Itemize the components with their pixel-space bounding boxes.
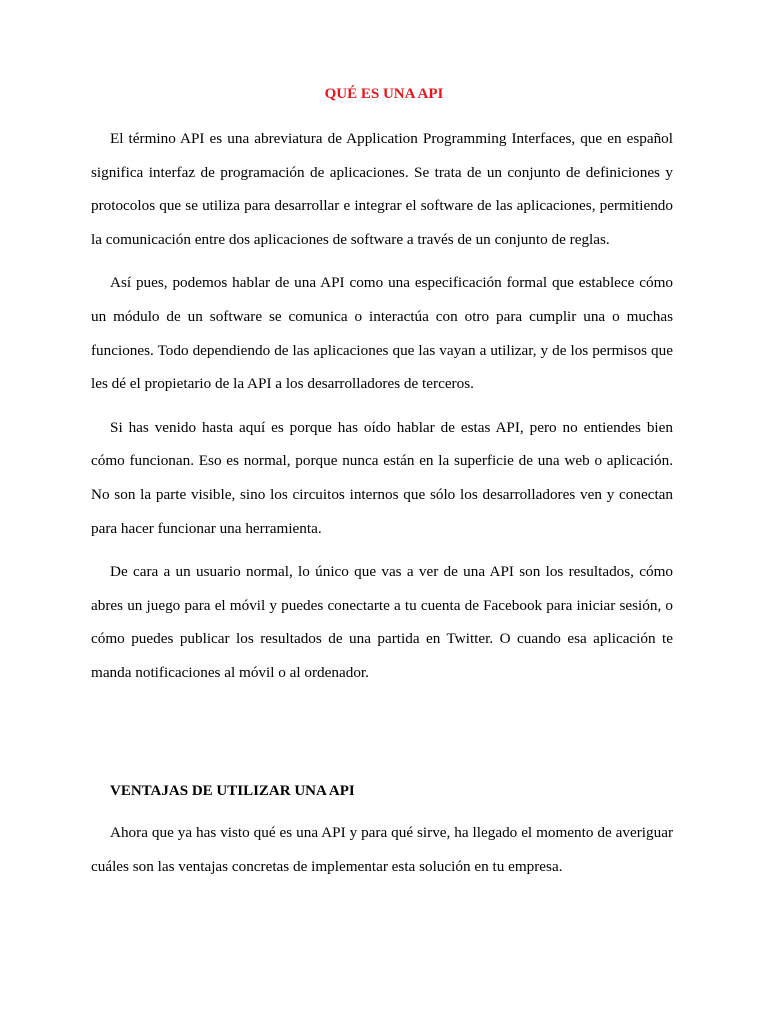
paragraph-text: Si has venido hasta aquí es porque has oído hablar de estas API, pero no entiendes bien cómo funcionan. Eso es normal, porque nunca están en la superficie de una web o aplicación. No son la parte visible, sino los circuitos internos que sólo los desarrolladores ven y conectan para hacer funcionar una herramienta.: [91, 418, 673, 537]
paragraph: [91, 122, 673, 256]
paragraph-text: Así pues, podemos hablar de una API como una especificación formal que establece cómo un módulo de un software se comunica o interactúa con otro para cumplir una o muchas funciones. Todo dependiendo de las aplicaciones que las vayan a utilizar, y de los permisos que les dé el propietario de la API a los desarrolladores de terceros.: [91, 274, 673, 393]
paragraph-text: El término API es una abreviatura de Application Programming Interfaces, que en español significa interfaz de programación de aplicaciones. Se trata de un conjunto de definiciones y protocolos que se utiliza para desarrollar e integrar el software de las aplicaciones, permitiendo la comunicación entre dos aplicaciones de software a través de un conjunto de reglas.: [91, 130, 673, 248]
paragraph: [91, 266, 673, 400]
paragraph: [91, 555, 673, 689]
page-title: QUÉ ES UNA API: [324, 86, 444, 102]
paragraph: [91, 816, 673, 883]
intro-section: [91, 122, 673, 700]
advantages-section: [91, 816, 673, 893]
paragraph-text: De cara a un usuario normal, lo único que vas a ver de una API son los resultados, cómo abres un juego para el móvil y puedes conectarte a tu cuenta de Facebook para iniciar sesión, o cómo puedes publicar los resultados de una partida en Twitter. O cuando esa aplicación te manda notificaciones al móvil o al ordenador.: [91, 563, 673, 681]
paragraph-text: Ahora que ya has visto qué es una API y para qué sirve, ha llegado el momento de averiguar cuáles son las ventajas concretas de implementar esta solución en tu empresa.: [91, 824, 673, 875]
paragraph: [91, 411, 673, 545]
section-heading: VENTAJAS DE UTILIZAR UNA API: [110, 783, 355, 799]
